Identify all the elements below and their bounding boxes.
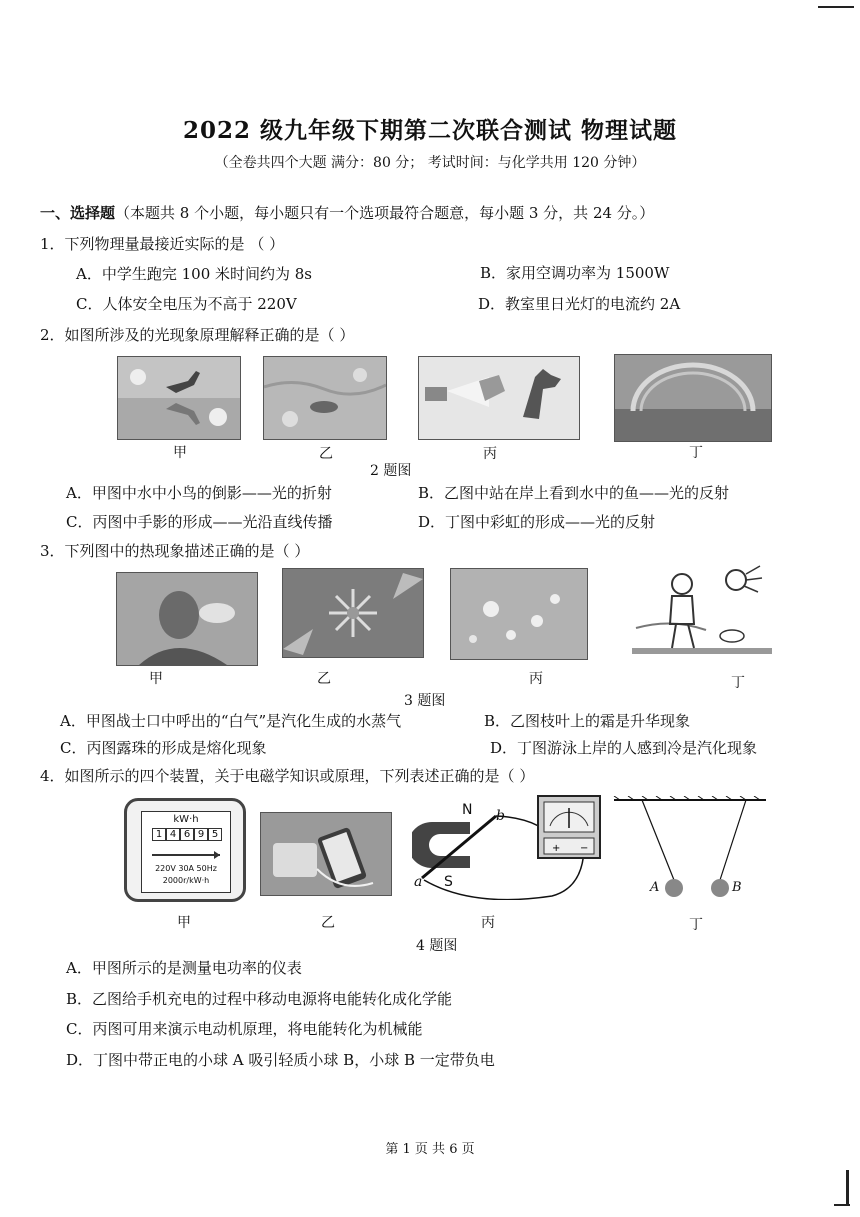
q3-option-b: B．乙图枝叶上的霜是升华现象 <box>484 712 691 730</box>
scan-edge-mark <box>818 6 854 8</box>
q3-photo-frost-leaves <box>282 568 424 658</box>
hand-shadow-image <box>419 357 579 439</box>
q1-option-b: B．家用空调功率为 1500W <box>480 264 670 282</box>
magnet-north-label: N <box>462 802 473 818</box>
rainbow-image <box>615 355 771 441</box>
q1-stem: 1．下列物理量最接近实际的是 （ ） <box>40 235 285 253</box>
page-title: 2022 级九年级下期第二次联合测试 物理试题 <box>182 117 678 144</box>
q4-figure-label: 4 题图 <box>416 938 458 954</box>
q2-caption-bing: 丙 <box>483 446 497 462</box>
q4-caption-yi: 乙 <box>321 915 335 931</box>
q3-caption-yi: 乙 <box>317 671 331 687</box>
q4-stem: 4．如图所示的四个装置，关于电磁学知识或原理，下列表述正确的是（ ） <box>40 767 535 785</box>
ball-b-label: B <box>732 880 742 895</box>
q2-option-d: D．丁图中彩虹的形成——光的反射 <box>418 513 656 531</box>
fish-water-image <box>264 357 386 439</box>
scan-edge-mark <box>846 1170 849 1206</box>
section-title: 一、选择题 <box>40 204 116 222</box>
q2-option-a: A．甲图中水中小鸟的倒影——光的折射 <box>66 484 332 502</box>
wire-end-b-label: b <box>496 808 505 824</box>
meter-digit: 5 <box>208 828 222 841</box>
q2-stem: 2．如图所涉及的光现象原理解释正确的是（ ） <box>40 326 355 344</box>
meter-digit: 1 <box>152 828 166 841</box>
q4-option-d: D．丁图中带正电的小球 A 吸引轻质小球 B，小球 B 一定带负电 <box>66 1051 495 1069</box>
powerbank-image <box>261 813 391 895</box>
q3-option-c: C．丙图露珠的形成是熔化现象 <box>60 739 267 757</box>
meter-digit: 9 <box>194 828 208 841</box>
bird-reflection-image <box>118 357 240 439</box>
dew-image <box>451 569 587 659</box>
soldier-image <box>117 573 257 665</box>
q1-option-c: C．人体安全电压为不高于 220V <box>76 295 297 313</box>
q3-caption-bing: 丙 <box>529 671 543 687</box>
magnet-circuit <box>412 778 608 900</box>
magnet-south-label: S <box>444 874 453 890</box>
q4-caption-ding: 丁 <box>689 917 703 933</box>
q4-electricity-meter <box>124 798 246 902</box>
section-note: （本题共 8 个小题，每小题只有一个选项最符合题意，每小题 3 分，共 24 分。） <box>115 204 655 222</box>
swimmer-cartoon <box>632 562 772 666</box>
wire-end-a-label: a <box>414 874 423 890</box>
q2-photo-bird-reflection <box>117 356 241 440</box>
svg-text:+: + <box>552 843 561 854</box>
frost-image <box>283 569 423 657</box>
q2-photo-hand-shadow <box>418 356 580 440</box>
q4-circuit-diagram <box>412 778 608 900</box>
balls-diagram <box>610 796 770 902</box>
q3-stem: 3．下列图中的热现象描述正确的是（ ） <box>40 542 310 560</box>
q3-cartoon-swimmer <box>632 562 772 666</box>
meter-face <box>141 811 231 893</box>
q4-caption-bing: 丙 <box>481 915 495 931</box>
q3-option-a: A．甲图战士口中呼出的“白气”是汽化生成的水蒸气 <box>60 712 402 730</box>
meter-digits <box>152 828 222 841</box>
meter-digit: 6 <box>180 828 194 841</box>
section-heading <box>40 202 654 223</box>
q2-caption-yi: 乙 <box>319 446 333 462</box>
meter-unit: kW·h <box>173 814 199 825</box>
q3-figure-label: 3 题图 <box>404 693 446 709</box>
q4-photo-powerbank <box>260 812 392 896</box>
meter-spec: 220V 30A 50Hz <box>155 864 217 873</box>
q3-caption-ding: 丁 <box>731 675 745 691</box>
ball-a-label: A <box>650 880 660 895</box>
q3-photo-soldier-breath <box>116 572 258 666</box>
q4-caption-jia: 甲 <box>177 915 191 931</box>
svg-text:−: − <box>580 843 589 854</box>
exam-info: （全卷共四个大题 满分：80 分； 考试时间：与化学共用 120 分钟） <box>214 155 646 171</box>
meter-dial-arrow <box>142 848 230 862</box>
q2-caption-ding: 丁 <box>689 445 703 461</box>
meter-rate: 2000r/kW·h <box>162 876 210 885</box>
q4-option-a: A．甲图所示的是测量电功率的仪表 <box>66 959 302 977</box>
q4-option-c: C．丙图可用来演示电动机原理，将电能转化为机械能 <box>66 1020 423 1038</box>
q2-figure-label: 2 题图 <box>370 463 412 479</box>
meter-digit: 4 <box>166 828 180 841</box>
q2-caption-jia: 甲 <box>173 445 187 461</box>
q2-option-b: B．乙图中站在岸上看到水中的鱼——光的反射 <box>418 484 730 502</box>
q1-option-a: A．中学生跑完 100 米时间约为 8s <box>76 265 313 283</box>
q3-caption-jia: 甲 <box>149 671 163 687</box>
q3-photo-dew-drops <box>450 568 588 660</box>
q4-hanging-balls <box>610 796 770 902</box>
q2-photo-fish-in-water <box>263 356 387 440</box>
q2-photo-rainbow <box>614 354 772 442</box>
q2-option-c: C．丙图中手影的形成——光沿直线传播 <box>66 513 333 531</box>
q1-option-d: D．教室里日光灯的电流约 2A <box>478 295 681 313</box>
page-number: 第 1 页 共 6 页 <box>385 1142 475 1157</box>
q4-option-b: B．乙图给手机充电的过程中移动电源将电能转化成化学能 <box>66 990 453 1008</box>
q3-option-d: D．丁图游泳上岸的人感到冷是汽化现象 <box>490 739 758 757</box>
scan-edge-mark <box>834 1204 850 1206</box>
